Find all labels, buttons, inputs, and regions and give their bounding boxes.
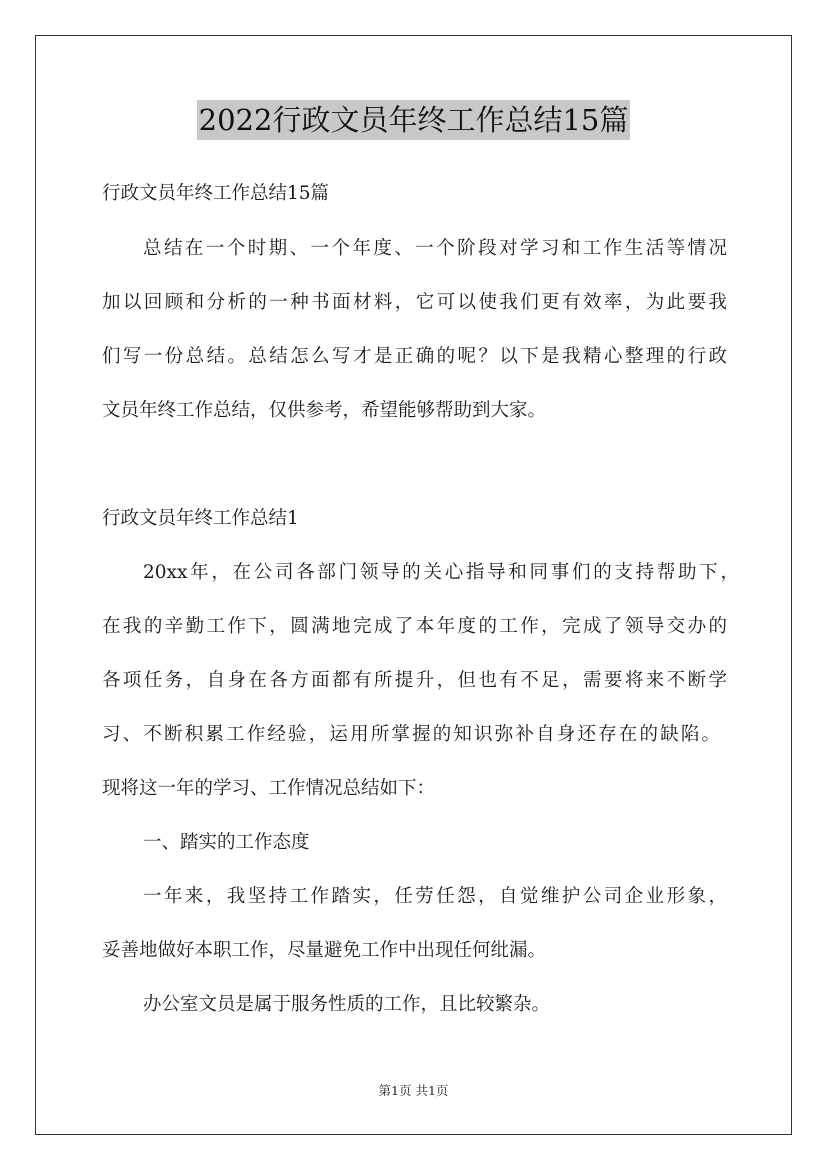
paragraph-line: 们写一份总结。总结怎么写才是正确的呢？以下是我精心整理的行政 xyxy=(102,346,727,367)
paragraph-line: 妥善地做好本职工作，尽量避免工作中出现任何纰漏。 xyxy=(102,940,547,961)
paragraph-line: 20xx年，在公司各部门领导的关心指导和同事们的支持帮助下， xyxy=(143,562,739,583)
paragraph-line: 总结在一个时期、一个年度、一个阶段对学习和工作生活等情况 xyxy=(143,238,727,259)
subsection-heading: 一、踏实的工作态度 xyxy=(143,832,310,853)
page-footer: 第1页 共1页 xyxy=(378,1083,449,1098)
title-container xyxy=(0,100,827,140)
subtitle-line: 行政文员年终工作总结15篇 xyxy=(102,183,330,204)
paragraph-line: 加以回顾和分析的一种书面材料，它可以使我们更有效率，为此要我 xyxy=(102,292,727,313)
paragraph-line: 一年来，我坚持工作踏实，任劳任怨，自觉维护公司企业形象， xyxy=(143,886,727,907)
paragraph-line: 文员年终工作总结，仅供参考，希望能够帮助到大家。 xyxy=(102,400,547,421)
document-title: 2022行政文员年终工作总结15篇 xyxy=(197,100,631,140)
paragraph-line: 在我的辛勤工作下，圆满地完成了本年度的工作，完成了领导交办的 xyxy=(102,616,727,637)
paragraph-line: 习、不断积累工作经验，运用所掌握的知识弥补自身还存在的缺陷。 xyxy=(102,724,720,745)
section-heading: 行政文员年终工作总结1 xyxy=(102,508,299,529)
paragraph-line: 办公室文员是属于服务性质的工作，且比较繁杂。 xyxy=(143,994,551,1015)
paragraph-line: 现将这一年的学习、工作情况总结如下： xyxy=(102,778,436,799)
paragraph-line: 各项任务，自身在各方面都有所提升，但也有不足，需要将来不断学 xyxy=(102,670,727,691)
